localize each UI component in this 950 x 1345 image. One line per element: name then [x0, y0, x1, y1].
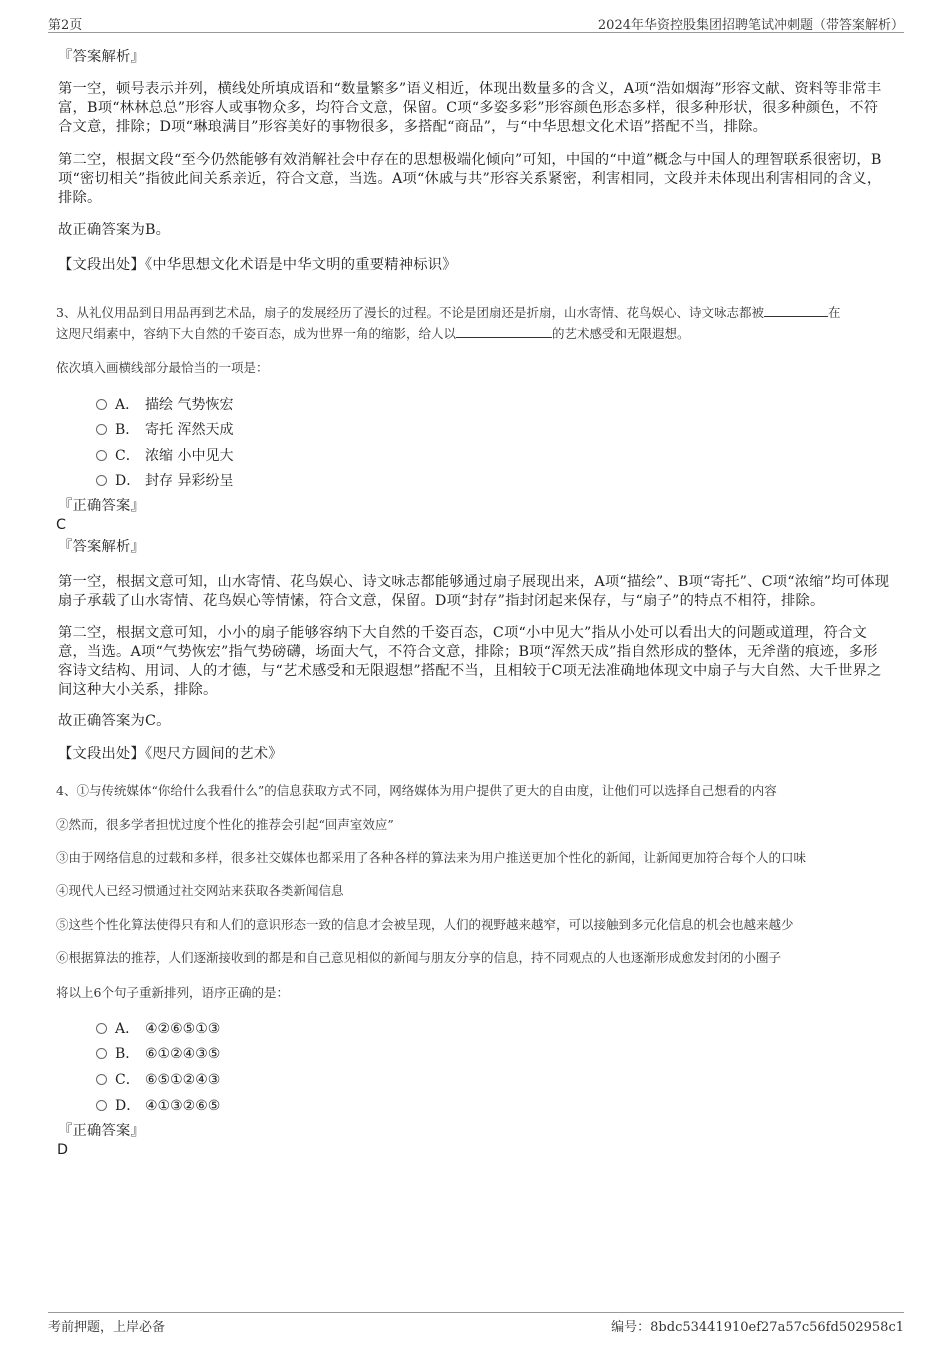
radio-icon[interactable]	[96, 424, 107, 435]
option-letter: A．	[115, 397, 140, 413]
q2-source: 【文段出处】《中华思想文化术语是中华文明的重要精神标识》	[58, 257, 457, 273]
radio-icon[interactable]	[96, 1100, 107, 1111]
q4-sentence-1: 4、①与传统媒体“你给什么我看什么”的信息获取方式不同，网络媒体为用户提供了更大的自由度，让他们可以选择自己想看的内容	[56, 783, 777, 798]
option-letter: C．	[115, 1072, 140, 1088]
page-footer	[48, 1312, 904, 1333]
option-text: ④②⑥⑤①③	[145, 1021, 221, 1037]
q3-blank-1	[764, 304, 828, 317]
q2-analysis-label: 『答案解析』	[58, 49, 145, 65]
q3-analysis-label: 『答案解析』	[58, 539, 145, 555]
option-letter: C．	[115, 448, 140, 464]
option-letter: A．	[115, 1021, 140, 1037]
q4-option-a[interactable]	[96, 1018, 220, 1038]
radio-icon[interactable]	[96, 1048, 107, 1059]
q3-blank-2	[456, 325, 552, 338]
q2-conclusion: 故正确答案为B。	[58, 222, 171, 238]
radio-icon[interactable]	[96, 399, 107, 410]
footer-slogan: 考前押题，上岸必备	[48, 1320, 166, 1335]
radio-icon[interactable]	[96, 1023, 107, 1034]
q3-stem-line1	[56, 302, 901, 323]
page-header	[48, 12, 904, 33]
q3-source: 【文段出处】《咫尺方圆间的艺术》	[58, 746, 283, 762]
q3-conclusion: 故正确答案为C。	[58, 713, 171, 729]
q3-option-a[interactable]	[96, 394, 233, 414]
q4-sentence-6: ⑥根据算法的推荐，人们逐渐接收到的都是和自己意见相似的新闻与朋友分享的信息，持不同观点的人也逐渐形成愈发封闭的小圈子	[56, 950, 782, 965]
q3-answer-label: 『正确答案』	[58, 498, 145, 514]
q3-stem-part-b: 在	[827, 305, 841, 320]
q3-analysis-p1: 第一空，根据文意可知，山水寄情、花鸟娱心、诗文咏志都能够通过扇子展现出来，A项“描绘”、B项“寄托”、C项“浓缩”均可体现扇子承载了山水寄情、花鸟娱心等情愫，符合文意，保留。D项“封存”指封闭起来保存，与“扇子”的特点不相符，排除。	[58, 574, 890, 609]
q4-sentence-5: ⑤这些个性化算法使得只有和人们的意识形态一致的信息才会被呈现，人们的视野越来越窄，可以接触到多元化信息的机会也越来越少	[56, 917, 794, 932]
radio-icon[interactable]	[96, 1074, 107, 1085]
option-text: 封存 异彩纷呈	[145, 473, 234, 489]
option-letter: D．	[115, 1098, 141, 1114]
q3-option-c[interactable]	[96, 445, 233, 465]
option-text: 寄托 浑然天成	[145, 422, 234, 438]
radio-icon[interactable]	[96, 450, 107, 461]
q4-answer: D	[57, 1142, 69, 1158]
q3-stem	[56, 302, 901, 344]
radio-icon[interactable]	[96, 475, 107, 486]
option-text: ④①③②⑥⑤	[145, 1098, 221, 1114]
q3-stem-part-c: 这咫尺绢素中，容纳下大自然的千姿百态，成为世界一角的缩影，给人以	[56, 326, 457, 341]
option-text: 描绘 气势恢宏	[145, 397, 234, 413]
q4-sentence-4: ④现代人已经习惯通过社交网站来获取各类新闻信息	[56, 883, 344, 898]
q4-instruction: 将以上6个句子重新排列，语序正确的是：	[56, 985, 289, 1000]
q4-option-c[interactable]	[96, 1069, 220, 1089]
option-letter: B．	[115, 1046, 140, 1062]
q3-analysis-p2: 第二空，根据文意可知，小小的扇子能够容纳下大自然的千姿百态，C项“小中见大”指从小处可以看出大的问题或道理，符合文意，当选。A项“气势恢宏”指气势磅礴，场面大气，不符合文意，排除；B项“浑然天成”指自然形成的整体，无斧凿的痕迹，多形容诗文结构、用词、人的才德，与“艺术感受和无限遐想”搭配不当，且相较于C项无法准确地体现文中扇子与大自然、大千世界之间这种大小关系，排除。	[58, 625, 882, 698]
q4-answer-label: 『正确答案』	[58, 1123, 145, 1139]
option-letter: D．	[115, 473, 141, 489]
document-title: 2024年华资控股集团招聘笔试冲刺题（带答案解析）	[597, 18, 904, 33]
option-text: 浓缩 小中见大	[145, 448, 234, 464]
q3-stem-line2	[56, 323, 901, 344]
document-code: 编号：8bdc53441910ef27a57c56fd502958c1	[611, 1320, 904, 1335]
q3-answer: C	[56, 517, 67, 533]
q4-option-d[interactable]	[96, 1095, 220, 1115]
q3-stem-part-d: 的艺术感受和无限遐想。	[552, 326, 690, 341]
q2-analysis-p1: 第一空，顿号表示并列，横线处所填成语和“数量繁多”语义相近，体现出数量多的含义，A项“浩如烟海”形容文献、资料等非常丰富，B项“林林总总”形容人或事物众多，均符合文意，保留。C项“多姿多彩”形容颜色形态多样，很多种形状，很多种颜色，不符合文意，排除；D项“琳琅满目”形容美好的事物很多，多搭配“商品”，与“中华思想文化术语”搭配不当，排除。	[58, 81, 882, 135]
page-number: 第2页	[48, 18, 83, 33]
q4-sentence-2: ②然而，很多学者担忧过度个性化的推荐会引起“回声室效应”	[56, 817, 394, 832]
option-text: ⑥①②④③⑤	[145, 1046, 221, 1062]
option-text: ⑥⑤①②④③	[145, 1072, 221, 1088]
q3-option-b[interactable]	[96, 419, 233, 439]
q4-sentence-3: ③由于网络信息的过载和多样，很多社交媒体也都采用了各种各样的算法来为用户推送更加个性化的新闻，让新闻更加符合每个人的口味	[56, 850, 807, 865]
q2-analysis-p2: 第二空，根据文段“至今仍然能够有效消解社会中存在的思想极端化倾向”可知，中国的“中道”概念与中国人的理智联系很密切，B项“密切相关”指彼此间关系亲近，符合文意，当选。A项“休戚与共”形容关系紧密，利害相同，文段并未体现出利害相同的含义，排除。	[58, 152, 882, 206]
q4-option-b[interactable]	[96, 1043, 220, 1063]
q3-stem-part-a: 3、从礼仪用品到日用品再到艺术品，扇子的发展经历了漫长的过程。不论是团扇还是折扇，山水寄情、花鸟娱心、诗文咏志都被	[56, 305, 764, 320]
option-letter: B．	[115, 422, 140, 438]
q3-option-d[interactable]	[96, 470, 233, 490]
q3-instruction: 依次填入画横线部分最恰当的一项是：	[56, 360, 269, 375]
